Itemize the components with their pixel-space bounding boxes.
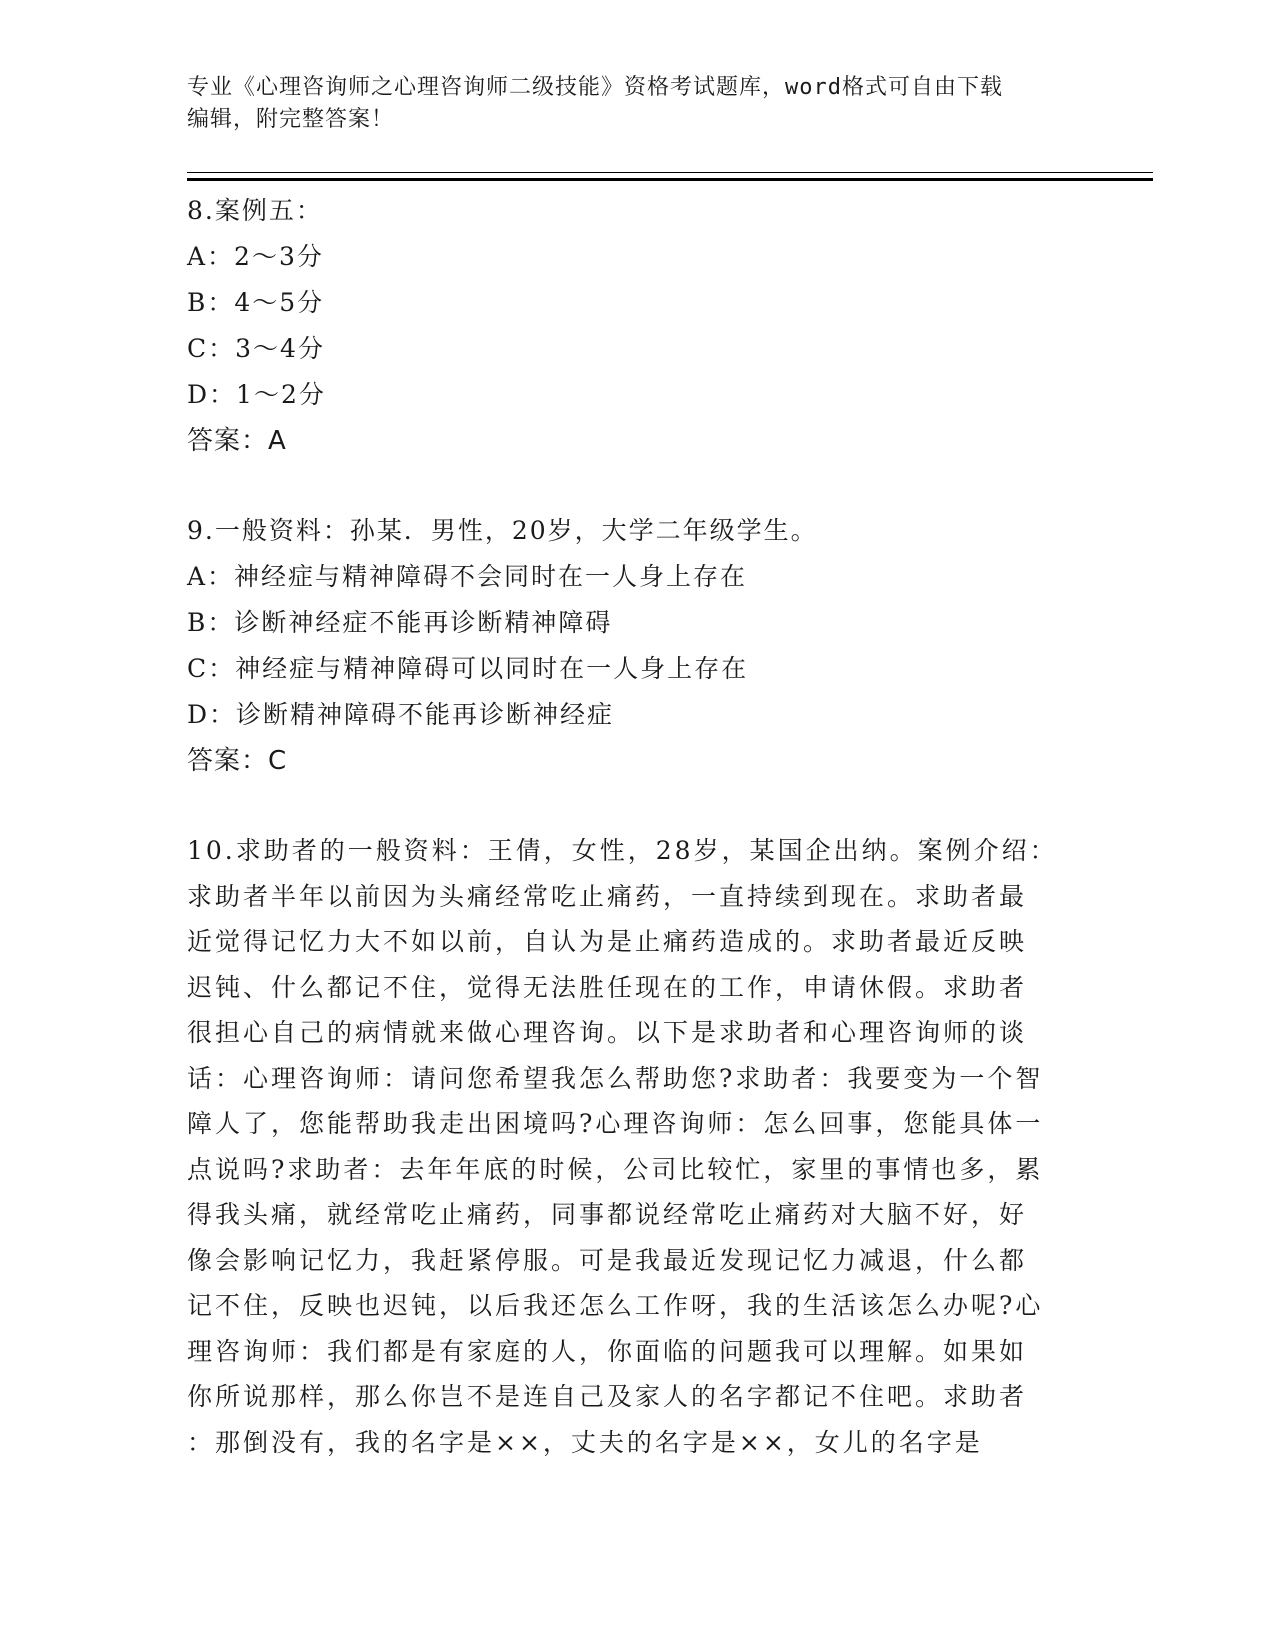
- paragraph-line: 得我头痛，就经常吃止痛药，同事都说经常吃止痛药对大脑不好，好: [187, 1200, 1028, 1229]
- header-line-2: 编辑，附完整答案！: [187, 107, 395, 132]
- header-divider-thin: [187, 172, 1153, 173]
- spacer: [187, 464, 1067, 508]
- paragraph-line: 障人了，您能帮助我走出困境吗?心理咨询师：怎么回事，您能具体一: [187, 1109, 1044, 1138]
- header-line-1: 专业《心理咨询师之心理咨询师二级技能》资格考试题库，word格式可自由下载: [187, 75, 1003, 100]
- paragraph-line: 像会影响记忆力，我赶紧停服。可是我最近发现记忆力减退，什么都: [187, 1245, 1028, 1275]
- option-b: B：诊断神经症不能再诊断精神障碍: [187, 608, 613, 637]
- question-10: [187, 828, 1067, 1465]
- paragraph-line: ：那倒没有，我的名字是××，丈夫的名字是××，女儿的名字是: [187, 1427, 983, 1457]
- header-divider-thick: [187, 178, 1153, 181]
- document-header: [187, 72, 1067, 136]
- option-c: C：3～4分: [187, 334, 325, 363]
- option-b: B：4～5分: [187, 288, 325, 317]
- spacer: [187, 784, 1067, 828]
- paragraph-line: 10.求助者的一般资料：王倩，女性，28岁，某国企出纳。案例介绍：: [187, 836, 1058, 865]
- question-9: [187, 508, 1067, 784]
- option-d: D：1～2分: [187, 380, 326, 409]
- option-c: C：神经症与精神障碍可以同时在一人身上存在: [187, 654, 749, 683]
- paragraph-line: 你所说那样，那么你岂不是连自己及家人的名字都记不住吧。求助者: [187, 1382, 1028, 1411]
- paragraph-line: 迟钝、什么都记不住，觉得无法胜任现在的工作，申请休假。求助者: [187, 972, 1028, 1002]
- paragraph-line: 话：心理咨询师：请问您希望我怎么帮助您?求助者：我要变为一个智: [187, 1063, 1044, 1093]
- paragraph-line: 理咨询师：我们都是有家庭的人，你面临的问题我可以理解。如果如: [187, 1336, 1028, 1366]
- paragraph-line: 近觉得记忆力大不如以前，自认为是止痛药造成的。求助者最近反映: [187, 927, 1028, 956]
- question-8: [187, 188, 1067, 464]
- paragraph-line: 点说吗?求助者：去年年底的时候，公司比较忙，家里的事情也多，累: [187, 1154, 1044, 1184]
- option-a: A：2～3分: [187, 242, 324, 271]
- paragraph-line: 求助者半年以前因为头痛经常吃止痛药，一直持续到现在。求助者最: [187, 881, 1028, 911]
- answer-label: 答案：A: [187, 426, 287, 456]
- option-d: D：诊断精神障碍不能再诊断神经症: [187, 700, 615, 729]
- option-a: A：神经症与精神障碍不会同时在一人身上存在: [187, 562, 748, 591]
- question-title: 8.案例五：: [187, 196, 323, 225]
- question-title: 9.一般资料：孙某．男性，20岁，大学二年级学生。: [187, 516, 818, 545]
- paragraph-line: 记不住，反映也迟钝，以后我还怎么工作呀，我的生活该怎么办呢?心: [187, 1291, 1044, 1320]
- question-list: [187, 188, 1067, 1465]
- paragraph-line: 很担心自己的病情就来做心理咨询。以下是求助者和心理咨询师的谈: [187, 1018, 1028, 1047]
- answer-label: 答案：C: [187, 746, 288, 776]
